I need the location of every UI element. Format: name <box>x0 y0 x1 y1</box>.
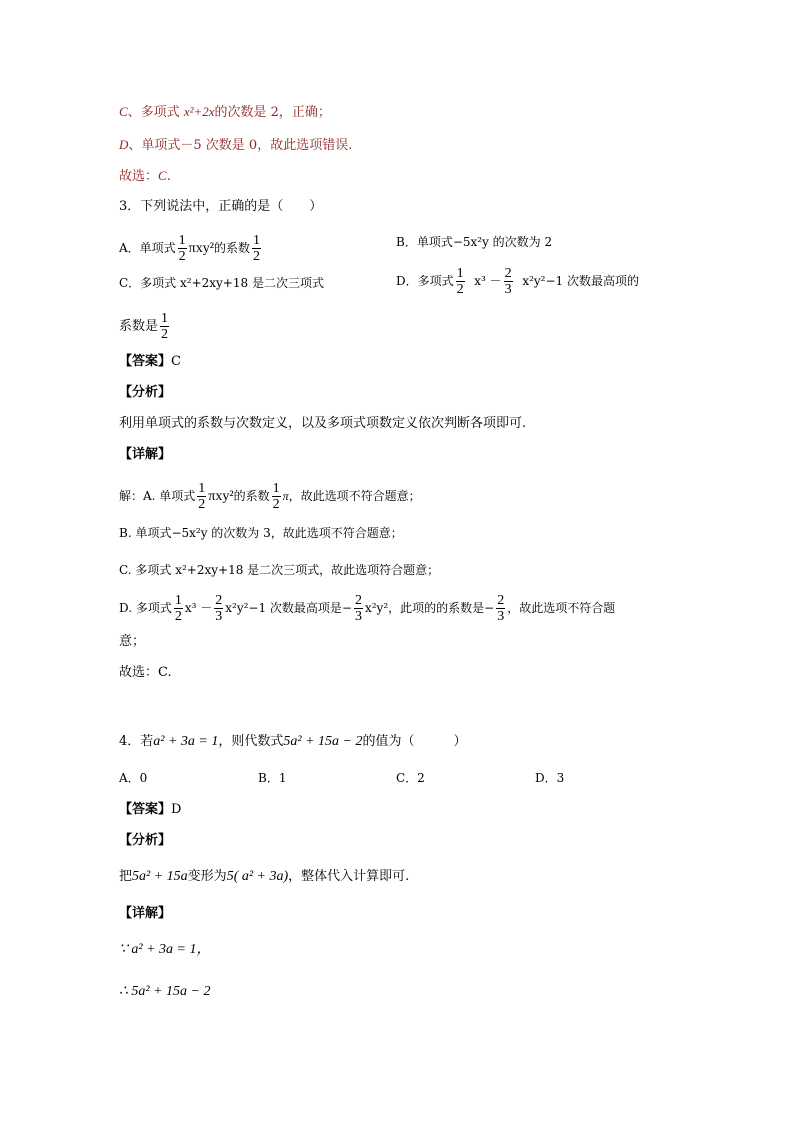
q4-detail-tag: 【详解】 <box>119 906 172 921</box>
stem-text: ，则代数式 <box>218 734 284 749</box>
answer-tag: 【答案】 <box>119 802 172 817</box>
math-expression: x²y²−1 次数最高项的 <box>522 274 639 288</box>
q4-option-a: A．0 <box>119 771 148 785</box>
q4-option-b: B．1 <box>258 771 287 785</box>
q3-answer <box>119 353 181 371</box>
q3-option-d <box>396 266 639 297</box>
q3-analysis-tag: 【分析】 <box>119 385 172 400</box>
solution-text: ，故此选项不符合题意； <box>288 489 421 503</box>
stem-text: 4．若 <box>119 734 154 749</box>
stem-text: 的值为（ ） <box>362 734 467 749</box>
q3-conclusion: 故选：C. <box>119 665 172 680</box>
option-letter: D <box>119 137 129 152</box>
option-text: D．多项式 <box>396 274 454 288</box>
math-expression: x²+2x <box>183 104 215 119</box>
pi-symbol: π <box>282 489 289 503</box>
conclusion-answer: C <box>158 168 167 183</box>
fraction-half: $\frac{1}{2}$ <box>198 481 206 512</box>
fraction-half: $\frac{1}{2}$ <box>178 233 186 264</box>
math-expression: 5( a² + 3a) <box>226 869 289 884</box>
math-expression: x³ － <box>474 274 502 288</box>
fraction-half: $\frac{1}{2}$ <box>252 233 260 264</box>
option-text: 的系数 <box>213 241 250 255</box>
review-text: 、多项式 <box>127 105 184 120</box>
solution-text: 解：A. 单项式 <box>119 489 196 503</box>
review-text: 的次数是 2，正确； <box>214 105 331 120</box>
math-expression: x²y²−1 次数最高项是− <box>225 601 352 615</box>
option-text: A．单项式 <box>119 241 176 255</box>
conclusion-prev <box>119 167 171 186</box>
q3-option-c: C．多项式 x²+2xy+18 是二次三项式 <box>119 276 324 290</box>
q3-solution-d <box>119 593 615 624</box>
answer-value: C <box>171 354 181 369</box>
fraction-half: $\frac{1}{2}$ <box>174 593 182 624</box>
option-letter: C <box>119 104 128 119</box>
q4-option-d: D．3 <box>535 771 565 785</box>
q3-solution-a <box>119 481 421 512</box>
option-d-review <box>119 136 352 155</box>
solution-text: ，故此选项不符合题 <box>507 601 616 615</box>
solution-text: D. 多项式 <box>119 601 172 615</box>
analysis-text: 变形为 <box>187 869 227 884</box>
fraction-two-thirds: $\frac{2}{3}$ <box>497 593 505 624</box>
q4-answer <box>119 801 181 819</box>
q3-detail-tag: 【详解】 <box>119 447 172 462</box>
fraction-half: $\frac{1}{2}$ <box>456 266 464 297</box>
analysis-text: 把 <box>119 869 133 884</box>
q4-analysis-text <box>119 868 409 886</box>
q4-analysis-tag: 【分析】 <box>119 833 172 848</box>
math-expression: πxy² <box>188 241 214 256</box>
option-text: 系数是 <box>119 319 159 334</box>
math-expression: 5a² + 15a <box>132 869 188 884</box>
question-3-stem: 3．下列说法中，正确的是（ ） <box>119 199 323 214</box>
q3-solution-b: B. 单项式−5x²y 的次数为 3，故此选项不符合题意； <box>119 526 403 540</box>
fraction-two-thirds: $\frac{2}{3}$ <box>504 266 512 297</box>
question-4-stem <box>119 733 467 751</box>
answer-tag: 【答案】 <box>119 354 172 369</box>
review-text: 、单项式－5 次数是 0，故此选项错误. <box>128 138 353 153</box>
q4-step-2: ∴ 5a² + 15a − 2 <box>119 984 211 999</box>
fraction-two-thirds: $\frac{2}{3}$ <box>354 593 362 624</box>
conclusion-end: . <box>166 169 171 184</box>
answer-value: D <box>171 802 182 817</box>
math-expression: a² + 3a = 1 <box>153 734 219 749</box>
math-expression: x³ － <box>184 601 213 615</box>
math-expression: x²y²，此项的的系数是− <box>364 601 495 615</box>
q3-solution-c: C. 多项式 x²+2xy+18 是二次三项式，故此选项符合题意； <box>119 563 440 577</box>
math-expression: 5a² + 15a − 2 <box>283 734 363 749</box>
q3-analysis-text: 利用单项式的系数与次数定义，以及多项式项数定义依次判断各项即可. <box>119 416 527 431</box>
q4-option-c: C．2 <box>396 771 425 785</box>
q3-solution-d-continued: 意； <box>119 634 146 649</box>
option-c-review <box>119 103 331 122</box>
q3-option-d-continued <box>119 311 171 342</box>
conclusion-prefix: 故选： <box>119 169 159 184</box>
fraction-half: $\frac{1}{2}$ <box>272 481 280 512</box>
solution-text: 的系数 <box>233 489 270 503</box>
q4-step-1: ∵ a² + 3a = 1， <box>119 942 211 957</box>
math-expression: πxy² <box>208 489 234 504</box>
fraction-half: $\frac{1}{2}$ <box>161 311 169 342</box>
analysis-text: ，整体代入计算即可. <box>288 869 410 884</box>
fraction-two-thirds: $\frac{2}{3}$ <box>215 593 223 624</box>
q3-option-a <box>119 233 263 264</box>
q3-option-b: B．单项式−5x²y 的次数为 2 <box>396 235 553 249</box>
